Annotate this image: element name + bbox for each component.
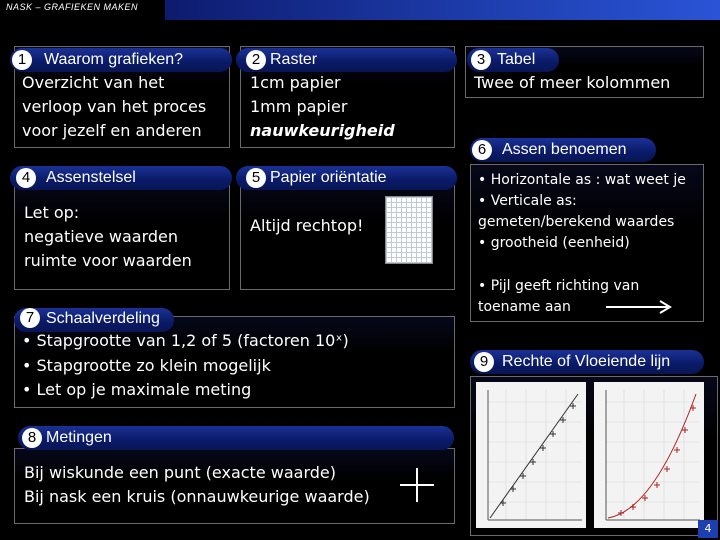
s6-line-3: gemeten/berekend waardes xyxy=(478,214,675,230)
s7-line-2: • Stapgrootte zo klein mogelijk xyxy=(22,356,271,375)
section-number-1: 1 xyxy=(12,50,32,70)
section-title-2: Raster xyxy=(270,51,318,68)
section-title-4: Assenstelsel xyxy=(46,169,136,186)
s8-line-2: Bij nask een kruis (onnauwkeurige waarde) xyxy=(24,487,370,506)
s4-line-3: ruimte voor waarden xyxy=(24,251,192,270)
s1-line-2: verloop van het proces xyxy=(22,97,207,116)
section-title-8: Metingen xyxy=(46,429,112,446)
section-title-9: Rechte of Vloeiende lijn xyxy=(502,353,671,370)
s4-line-1: Let op: xyxy=(24,203,80,222)
arrow-right-icon xyxy=(604,298,674,314)
section-number-4: 4 xyxy=(16,168,36,188)
s8-line-1: Bij wiskunde een punt (exacte waarde) xyxy=(24,463,336,482)
section-number-8: 8 xyxy=(22,428,42,448)
s6-line-1: • Horizontale as : wat weet je xyxy=(478,172,686,188)
s2-line-1: 1cm papier xyxy=(250,73,341,92)
slide-title: NASK – GRAFIEKEN MAKEN xyxy=(6,2,139,12)
s6-line-4: • grootheid (eenheid) xyxy=(478,235,630,251)
page-number: 4 xyxy=(698,520,718,538)
section-title-5: Papier oriëntatie xyxy=(270,169,387,186)
s6-line-2: • Verticale as: xyxy=(478,193,577,209)
section-number-9: 9 xyxy=(474,352,494,372)
section-title-1: Waarom grafieken? xyxy=(44,51,184,68)
section-number-7: 7 xyxy=(20,308,40,328)
section-number-6: 6 xyxy=(472,140,492,160)
section-title-7: Schaalverdeling xyxy=(46,310,160,327)
s6-extra-2: toename aan xyxy=(478,299,571,315)
s1-line-1: Overzicht van het xyxy=(22,73,165,92)
s7-line-3: • Let op je maximale meting xyxy=(22,380,252,399)
grid-paper-image xyxy=(385,196,433,264)
top-gradient-strip xyxy=(165,0,720,20)
straight-line-graph-image xyxy=(476,382,586,528)
section-number-3: 3 xyxy=(471,50,491,70)
s5-line-1: Altijd rechtop! xyxy=(250,216,364,235)
s1-line-3: voor jezelf en anderen xyxy=(22,121,202,140)
s2-line-3: nauwkeurigheid xyxy=(250,121,395,140)
section-title-3: Tabel xyxy=(497,51,536,68)
cross-marker-icon xyxy=(398,466,436,504)
section-number-2: 2 xyxy=(246,50,266,70)
s3-line-1: Twee of meer kolommen xyxy=(474,73,671,92)
section-title-6: Assen benoemen xyxy=(502,141,627,158)
s2-line-2: 1mm papier xyxy=(250,97,348,116)
s4-line-2: negatieve waarden xyxy=(24,227,179,246)
section-number-5: 5 xyxy=(246,168,266,188)
s7-line-1: • Stapgrootte van 1,2 of 5 (factoren 10ˣ) xyxy=(22,331,349,350)
smooth-curve-graph-image xyxy=(594,382,704,528)
s6-extra-1: • Pijl geeft richting van xyxy=(478,278,640,294)
